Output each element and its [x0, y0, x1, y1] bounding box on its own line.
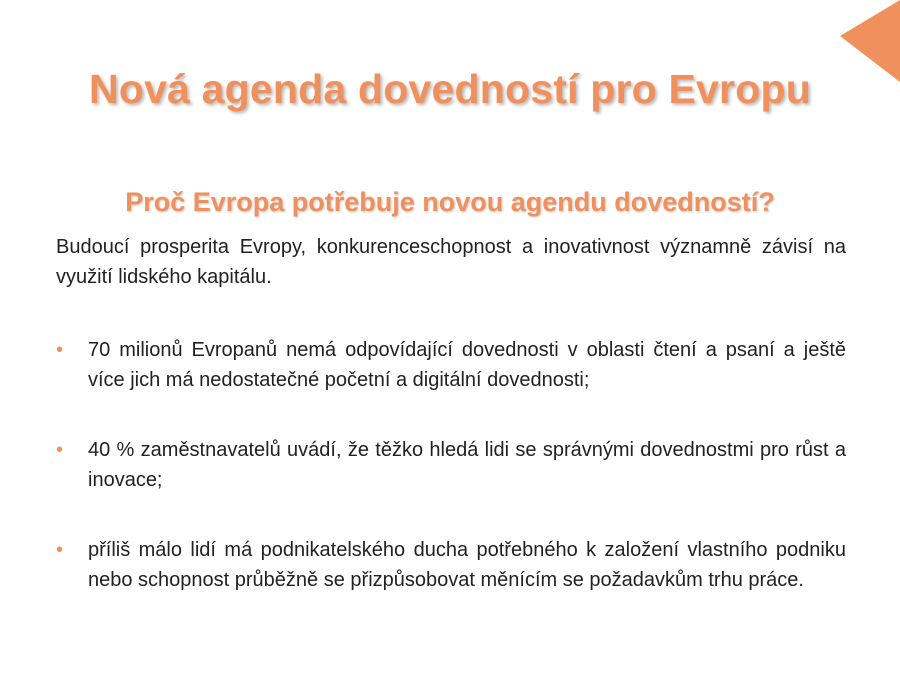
- bullet-text: 70 milionů Evropanů nemá odpovídající dovednosti v oblasti čtení a psaní a ještě více jich má nedostatečné početní a digitální dovednosti;: [88, 339, 846, 391]
- bullet-item: [56, 335, 846, 395]
- bullet-item: [56, 535, 846, 595]
- slide-subtitle: Proč Evropa potřebuje novou agendu dovedností?: [125, 187, 775, 217]
- slide-title: Nová agenda dovedností pro Evropu: [89, 66, 811, 112]
- bullet-dot-icon: •: [56, 539, 64, 561]
- bullet-dot-icon: •: [56, 339, 64, 361]
- intro-paragraph: Budoucí prosperita Evropy, konkurenceschopnost a inovativnost významně závisí na využití lidského kapitálu.: [56, 236, 846, 288]
- bullet-text: příliš málo lidí má podnikatelského ducha potřebného k založení vlastního podniku nebo schopnost průběžně se přizpůsobovat měnícím se požadavkům trhu práce.: [88, 539, 846, 591]
- bullet-item: [56, 435, 846, 495]
- bullet-dot-icon: •: [56, 439, 64, 461]
- bullet-list: [56, 335, 846, 635]
- bullet-text: 40 % zaměstnavatelů uvádí, že těžko hledá lidi se správnými dovednostmi pro růst a inovace;: [88, 439, 846, 491]
